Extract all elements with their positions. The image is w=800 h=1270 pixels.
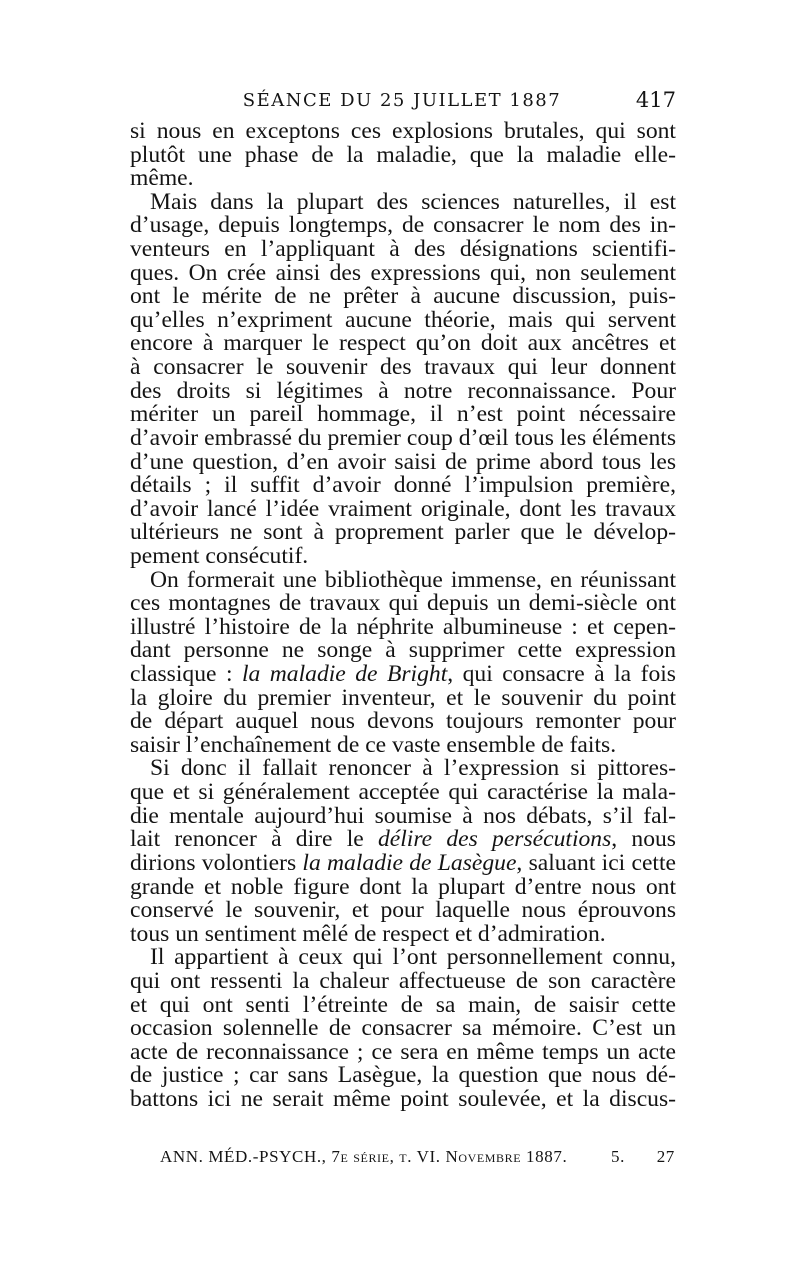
text-line: détails ; il suffit d’avoir donné l’impulsion première, — [130, 472, 676, 499]
text-line: die mentale aujourd’hui soumise à nos débats, s’il fal- — [130, 802, 676, 829]
italic-term: délire des persécutions — [377, 826, 612, 853]
italic-term: la maladie de Bright — [241, 661, 448, 688]
text-run: classique : — [130, 661, 242, 688]
text-run: , saluant ici cette — [516, 849, 676, 876]
text-line: qui ont ressenti la chaleur affectueuse de son caractère — [130, 967, 676, 994]
text-line: venteurs en l’appliquant à des désignations scientifi- — [130, 236, 676, 263]
text-line: de départ auquel nous devons toujours remonter pour — [130, 708, 676, 735]
text-line: ques. On crée ainsi des expressions qui, non seulement — [130, 259, 676, 286]
text-line: de justice ; car sans Lasègue, la question que nous dé- — [130, 1062, 676, 1089]
text-line: pement consécutif. — [130, 542, 309, 569]
text-line: d’usage, depuis longtemps, de consacrer le nom des in- — [130, 212, 676, 239]
text-line — [130, 849, 676, 876]
page-header — [128, 88, 676, 118]
text-line: et qui ont senti l’étreinte de sa main, de saisir cette — [130, 991, 676, 1018]
text-line: Il appartient à ceux qui l’ont personnellement connu, — [150, 944, 676, 971]
signature-mark: 27 — [656, 1147, 675, 1166]
text-line: Si donc il fallait renoncer à l’expression si pittores- — [150, 755, 676, 782]
text-line: d’avoir lancé l’idée vraiment originale, dont les travaux — [130, 495, 676, 522]
text-line — [130, 663, 676, 687]
text-line — [130, 828, 676, 852]
text-line: occasion solennelle de consacrer sa mémoire. C’est un — [130, 1015, 676, 1042]
text-line: grande et noble figure dont la plupart d’entre nous ont — [130, 873, 676, 900]
sheet-number: 5. — [611, 1147, 625, 1166]
text-line: illustré l’histoire de la néphrite albumineuse : et cepen- — [130, 613, 676, 640]
text-line: mériter un pareil hommage, il n’est point nécessaire — [130, 401, 676, 428]
text-line: la gloire du premier inventeur, et le souvenir du point — [130, 684, 676, 711]
text-line: conservé le souvenir, et pour laquelle nous éprouvons — [130, 897, 676, 924]
text-run: , qui consacre à la fois — [447, 661, 676, 688]
text-line: si nous en exceptons ces explosions brutales, qui sont — [130, 118, 676, 144]
text-line: même. — [130, 165, 194, 192]
text-run: dirions volontiers — [130, 849, 303, 876]
journal-reference: ANN. MÉD.-PSYCH., 7e série, t. VI. Novembre 1887. — [160, 1147, 568, 1166]
text-line: Mais dans la plupart des sciences naturelles, il est — [150, 188, 676, 215]
text-run: , nous — [611, 826, 676, 853]
text-line: ces montagnes de travaux qui depuis un demi-siècle ont — [130, 590, 676, 617]
running-head: SÉANCE DU 25 JUILLET 1887 — [242, 90, 562, 111]
text-line: que et si généralement acceptée qui caractérise la mala- — [130, 779, 676, 806]
text-run: lait renoncer à dire le — [130, 826, 378, 853]
text-line: des droits si légitimes à notre reconnaissance. Pour — [130, 377, 676, 404]
text-line: On formerait une bibliothèque immense, en réunissant — [150, 566, 676, 593]
page-number: 417 — [635, 88, 676, 112]
page-footer — [160, 1147, 675, 1167]
text-line: tous un sentiment mêlé de respect et d’admiration. — [130, 920, 606, 947]
text-line: encore à marquer le respect qu’on doit aux ancêtres et — [130, 330, 676, 357]
text-line: d’une question, d’en avoir saisi de prime abord tous les — [130, 448, 676, 475]
text-line: ultérieurs ne sont à proprement parler que le dévelop- — [130, 519, 676, 546]
text-line: saisir l’enchaînement de ce vaste ensemble de faits. — [130, 731, 617, 758]
text-line: acte de reconnaissance ; ce sera en même temps un acte — [130, 1038, 676, 1065]
text-line: qu’elles n’expriment aucune théorie, mais qui servent — [130, 306, 676, 333]
text-line: à consacrer le souvenir des travaux qui leur donnent — [130, 354, 676, 381]
text-line: plutôt une phase de la maladie, que la maladie elle- — [130, 141, 676, 168]
text-line: dant personne ne songe à supprimer cette expression — [130, 637, 676, 664]
body-text — [130, 120, 676, 1112]
text-line: d’avoir embrassé du premier coup d’œil tous les éléments — [130, 424, 676, 451]
text-line: battons ici ne serait même point soulevée, et la discus- — [130, 1085, 676, 1112]
italic-term: la maladie de Lasègue — [302, 849, 517, 876]
text-line: ont le mérite de ne prêter à aucune discussion, puis- — [130, 283, 676, 310]
